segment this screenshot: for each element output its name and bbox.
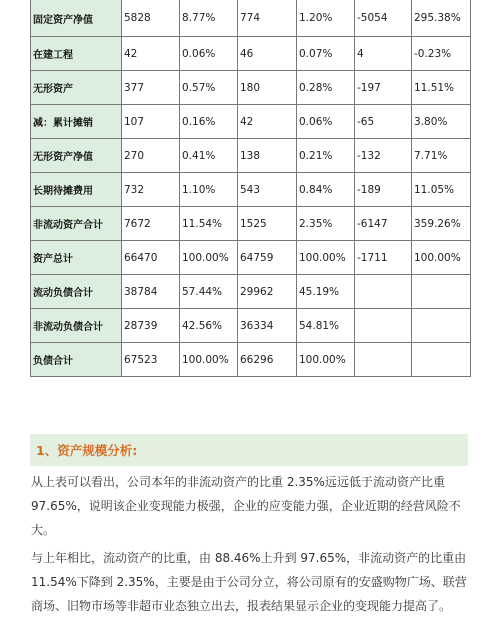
row-label-cell: 无形资产净值 [31, 139, 122, 173]
value-cell [355, 275, 412, 309]
value-cell: 54.81% [297, 309, 355, 343]
section-title: 1、资产规模分析: [36, 443, 138, 458]
value-cell [355, 343, 412, 377]
row-label-cell: 非流动负债合计 [31, 309, 122, 343]
table-row [31, 37, 471, 71]
paragraph-line: 从上表可以看出，公司本年的非流动资产的比重 2.35%远远低于流动资产比重 [31, 475, 445, 489]
value-cell: 42 [122, 37, 180, 71]
value-cell: 66470 [122, 241, 180, 275]
paragraph-line: 与上年相比，流动资产的比重，由 88.46%上升到 97.65%，非流动资产的比重由 [31, 551, 467, 565]
row-label-cell: 流动负债合计 [31, 275, 122, 309]
value-cell: 100.00% [180, 241, 238, 275]
value-cell: 3.80% [412, 105, 471, 139]
table-row [31, 173, 471, 207]
value-cell: 11.05% [412, 173, 471, 207]
row-label-cell: 在建工程 [31, 37, 122, 71]
paragraph-line: 商场、旧物市场等非超市业态独立出去，报表结果显示企业的变现能力提高了。 [31, 599, 452, 613]
value-cell: -1711 [355, 241, 412, 275]
value-cell: 5828 [122, 0, 180, 37]
table-body [31, 0, 471, 377]
value-cell: 100.00% [297, 241, 355, 275]
row-label-cell: 非流动资产合计 [31, 207, 122, 241]
value-cell: 28739 [122, 309, 180, 343]
paragraph-line: 11.54%下降到 2.35%，主要是由于公司分立，将公司原有的安盛购物广场、联营 [31, 575, 467, 589]
value-cell: 138 [238, 139, 297, 173]
value-cell: 1525 [238, 207, 297, 241]
value-cell: 295.38% [412, 0, 471, 37]
table-row [31, 309, 471, 343]
table-row [31, 343, 471, 377]
row-label-cell: 负债合计 [31, 343, 122, 377]
value-cell: 1.10% [180, 173, 238, 207]
value-cell: 0.21% [297, 139, 355, 173]
row-label-cell: 固定资产净值 [31, 0, 122, 37]
value-cell [412, 343, 471, 377]
value-cell: 377 [122, 71, 180, 105]
value-cell: 100.00% [180, 343, 238, 377]
value-cell: 0.06% [297, 105, 355, 139]
value-cell: 67523 [122, 343, 180, 377]
analysis-paragraph-2 [31, 546, 471, 618]
value-cell: 4 [355, 37, 412, 71]
value-cell: 180 [238, 71, 297, 105]
value-cell: 29962 [238, 275, 297, 309]
value-cell: 774 [238, 0, 297, 37]
value-cell: 36334 [238, 309, 297, 343]
table-row [31, 207, 471, 241]
table-row [31, 0, 471, 37]
value-cell: 270 [122, 139, 180, 173]
value-cell: 0.41% [180, 139, 238, 173]
value-cell: 42.56% [180, 309, 238, 343]
value-cell: -0.23% [412, 37, 471, 71]
value-cell: -189 [355, 173, 412, 207]
table-row [31, 105, 471, 139]
value-cell: 2.35% [297, 207, 355, 241]
paragraph-line: 97.65%，说明该企业变现能力极强，企业的应变能力强，企业近期的经营风险不 [31, 499, 461, 513]
table-row [31, 241, 471, 275]
table-row [31, 71, 471, 105]
paragraph-line: 大。 [31, 523, 56, 537]
value-cell: 0.57% [180, 71, 238, 105]
value-cell: 100.00% [412, 241, 471, 275]
row-label-cell: 无形资产 [31, 71, 122, 105]
value-cell: 107 [122, 105, 180, 139]
row-label-cell: 减：累计摊销 [31, 105, 122, 139]
value-cell: -132 [355, 139, 412, 173]
analysis-paragraph-1 [31, 470, 471, 542]
section-header [30, 434, 468, 466]
value-cell: 100.00% [297, 343, 355, 377]
row-label-cell: 长期待摊费用 [31, 173, 122, 207]
value-cell: 64759 [238, 241, 297, 275]
value-cell: -6147 [355, 207, 412, 241]
value-cell: 0.07% [297, 37, 355, 71]
value-cell: 543 [238, 173, 297, 207]
value-cell [412, 309, 471, 343]
asset-liability-table [30, 0, 471, 377]
value-cell: 42 [238, 105, 297, 139]
value-cell: 7.71% [412, 139, 471, 173]
value-cell: 1.20% [297, 0, 355, 37]
value-cell: 359.26% [412, 207, 471, 241]
value-cell: 38784 [122, 275, 180, 309]
value-cell: 11.54% [180, 207, 238, 241]
value-cell [412, 275, 471, 309]
value-cell: 46 [238, 37, 297, 71]
table-row [31, 139, 471, 173]
value-cell: -5054 [355, 0, 412, 37]
value-cell: 0.28% [297, 71, 355, 105]
table-row [31, 275, 471, 309]
financial-table-container [30, 0, 470, 377]
value-cell: -197 [355, 71, 412, 105]
row-label-cell: 资产总计 [31, 241, 122, 275]
value-cell [355, 309, 412, 343]
value-cell: 7672 [122, 207, 180, 241]
value-cell: 66296 [238, 343, 297, 377]
value-cell: 732 [122, 173, 180, 207]
value-cell: 0.06% [180, 37, 238, 71]
value-cell: 0.16% [180, 105, 238, 139]
value-cell: 8.77% [180, 0, 238, 37]
value-cell: 11.51% [412, 71, 471, 105]
value-cell: 45.19% [297, 275, 355, 309]
value-cell: 0.84% [297, 173, 355, 207]
value-cell: 57.44% [180, 275, 238, 309]
value-cell: -65 [355, 105, 412, 139]
